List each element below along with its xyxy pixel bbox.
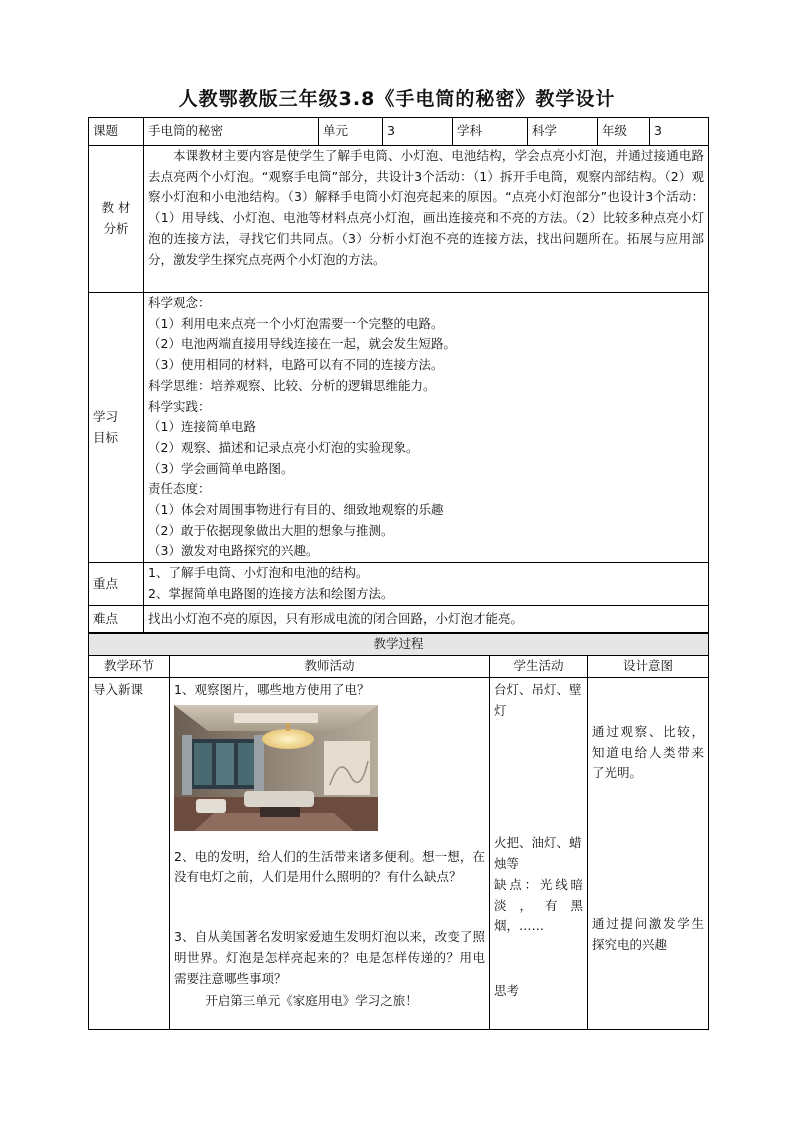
- goal-line: 科学观念：: [148, 295, 211, 310]
- page-title: 人教鄂教版三年级3.8《手电筒的秘密》教学设计: [178, 88, 616, 110]
- goal-line: （2）观察、描述和记录点亮小灯泡的实验现象。: [148, 439, 419, 455]
- teacher-question-3: 3、自从美国著名发明家爱迪生发明灯泡以来，改变了照明世界。灯泡是怎样亮起来的？电是怎样传递的？用电需要注意哪些事项？: [174, 929, 485, 986]
- intent-2: 通过提问激发学生探究电的兴趣: [592, 916, 705, 952]
- intent-cell: [588, 678, 709, 1030]
- analysis-text: 本课教材主要内容是使学生了解手电筒、小灯泡、电池结构，学会点亮小灯泡，并通过接通电路去点亮两个小灯泡。“观察手电筒”部分，共设计3个活动：（1）拆开手电筒，观察内部结构。（2）观察小灯泡和小电池结构。（3）解释手电筒小灯泡亮起来的原因。“点亮小灯泡部分”也设计3个活动：（1）用导线、小灯泡、电池等材料点亮小灯泡，画出连接亮和不亮的方法。（2）比较多种点亮小灯泡的连接方法，寻找它们共同点。（3）分析小灯泡不亮的连接方法，找出问题所在。拓展与应用部分，激发学生探究点亮两个小灯泡的方法。: [144, 146, 709, 293]
- analysis-label: 教 材 分析: [89, 146, 144, 293]
- subject-value: 科学: [528, 118, 598, 146]
- key-line: 2、掌握简单电路图的连接方法和绘图方法。: [148, 585, 394, 601]
- subject-label: 学科: [453, 118, 528, 146]
- difficulty-label: 难点: [89, 606, 144, 633]
- student-answer-3: 缺点：光线暗淡，有黑烟，……: [494, 876, 583, 934]
- intent-1: 通过观察、比较，知道电给人类带来了光明。: [592, 724, 705, 781]
- key-content: [144, 563, 709, 606]
- goal-line: 科学思维：培养观察、比较、分析的逻辑思维能力。: [148, 377, 436, 393]
- goal-line: （2）电池两端直接用导线连接在一起，就会发生短路。: [148, 336, 456, 352]
- teacher-activity-cell: [170, 678, 490, 1030]
- header-intent: 设计意图: [588, 656, 709, 678]
- teacher-closing-line: 开启第三单元《家庭用电》学习之旅！: [205, 993, 418, 1009]
- goal-line: （1）利用电来点亮一个小灯泡需要一个完整的电路。: [148, 315, 444, 331]
- living-room-photo: [174, 705, 378, 831]
- difficulty-text: 找出小灯泡不亮的原因，只有形成电流的闭合回路，小灯泡才能亮。: [144, 606, 709, 633]
- student-answer-4: 思考: [494, 982, 520, 998]
- goal-line: （2）敢于依据现象做出大胆的想象与推测。: [148, 522, 394, 538]
- stage-cell: 导入新课: [89, 678, 170, 1030]
- lesson-info-table: [88, 117, 709, 633]
- student-answer-1: 台灯、吊灯、壁灯: [494, 682, 582, 718]
- student-activity-cell: [490, 678, 588, 1030]
- key-label: 重点: [89, 563, 144, 606]
- lesson-value: 手电筒的秘密: [144, 118, 319, 146]
- goal-line: （1）体会对周围事物进行有目的、细致地观察的乐趣: [148, 502, 444, 518]
- teacher-question-2: 2、电的发明，给人们的生活带来诸多便利。想一想，在没有电灯之前，人们是用什么照明的？有什么缺点？: [174, 848, 485, 885]
- unit-label: 单元: [319, 118, 383, 146]
- grade-value: 3: [650, 118, 709, 146]
- goals-label: 学习 目标: [89, 293, 144, 563]
- goal-line: （3）学会画简单电路图。: [148, 460, 294, 476]
- key-line: 1、了解手电筒、小灯泡和电池的结构。: [148, 565, 369, 581]
- goal-line: （3）使用相同的材料，电路可以有不同的连接方法。: [148, 357, 444, 373]
- goal-line: 责任态度：: [148, 481, 211, 497]
- goals-content: [144, 293, 709, 563]
- header-student: 学生活动: [490, 656, 588, 678]
- grade-label: 年级: [598, 118, 650, 146]
- header-stage: 教学环节: [89, 656, 170, 678]
- process-title: 教学过程: [89, 634, 709, 656]
- teacher-question-1: 1、观察图片，哪些地方使用了电？: [174, 682, 370, 697]
- lesson-label: 课题: [89, 118, 144, 146]
- goal-line: （3）激发对电路探究的兴趣。: [148, 543, 319, 559]
- unit-value: 3: [383, 118, 453, 146]
- student-answer-2: 火把、油灯、蜡烛等: [494, 835, 582, 872]
- goal-line: （1）连接简单电路: [148, 419, 256, 435]
- goal-line: 科学实践：: [148, 398, 211, 414]
- header-teacher: 教师活动: [170, 656, 490, 678]
- teaching-process-table: [88, 633, 709, 1030]
